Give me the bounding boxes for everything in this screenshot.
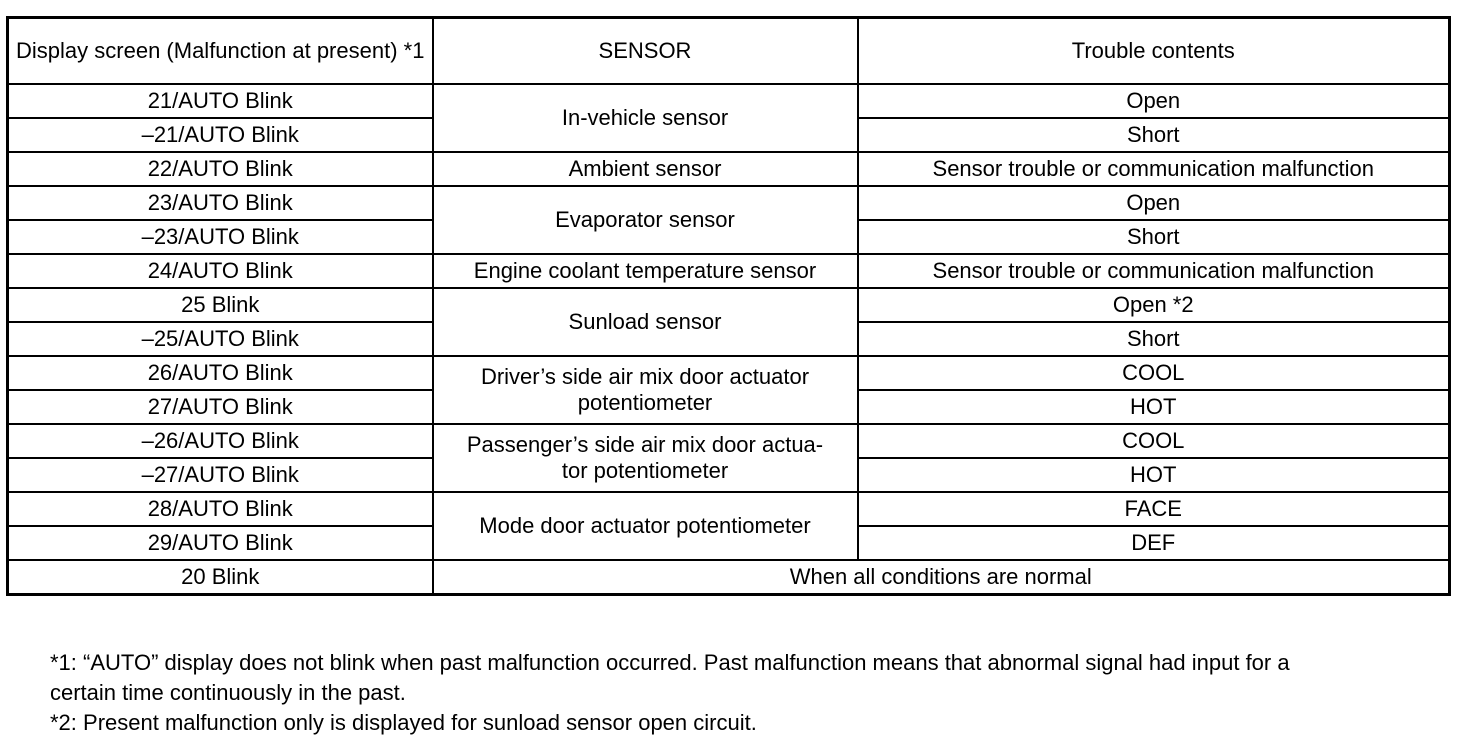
display-cell: 27/AUTO Blink [8,390,433,424]
diagnosis-table [6,16,1451,596]
sensor-cell: Evaporator sensor [433,186,858,254]
table-row [8,492,1450,526]
display-cell: –21/AUTO Blink [8,118,433,152]
table-row [8,424,1450,458]
sensor-cell: Engine coolant temperature sensor [433,254,858,288]
footnote-1-line-1: *1: “AUTO” display does not blink when past malfunction occurred. Past malfunction means that abnormal signal had input for a [50,650,1290,675]
trouble-cell: HOT [858,458,1450,492]
trouble-cell: FACE [858,492,1450,526]
trouble-cell: Sensor trouble or communication malfunction [858,152,1450,186]
display-cell: 28/AUTO Blink [8,492,433,526]
trouble-cell: Open *2 [858,288,1450,322]
header-trouble-contents: Trouble contents [858,18,1450,85]
sensor-line: Passenger’s side air mix door actua- [466,432,824,457]
display-cell: 29/AUTO Blink [8,526,433,560]
trouble-cell: Open [858,186,1450,220]
display-cell: 22/AUTO Blink [8,152,433,186]
trouble-cell: Open [858,84,1450,118]
display-cell: –27/AUTO Blink [8,458,433,492]
display-cell: 24/AUTO Blink [8,254,433,288]
sensor-cell: Ambient sensor [433,152,858,186]
trouble-cell-merged: When all conditions are normal [433,560,1450,595]
trouble-cell: DEF [858,526,1450,560]
table-row [8,152,1450,186]
table-row [8,356,1450,390]
trouble-cell: COOL [858,424,1450,458]
sensor-cell: Sunload sensor [433,288,858,356]
display-cell: 23/AUTO Blink [8,186,433,220]
footnote-1-line-2: certain time continuously in the past. [50,680,406,705]
sensor-line: Driver’s side air mix door actuator [480,364,810,389]
display-cell: –26/AUTO Blink [8,424,433,458]
display-cell: 26/AUTO Blink [8,356,433,390]
table-row [8,288,1450,322]
sensor-cell [433,424,858,492]
display-cell: –23/AUTO Blink [8,220,433,254]
table-row [8,186,1450,220]
trouble-cell: Short [858,118,1450,152]
trouble-cell: Sensor trouble or communication malfunction [858,254,1450,288]
header-display-screen: Display screen (Malfunction at present) *1 [8,18,433,85]
sensor-cell: In-vehicle sensor [433,84,858,152]
display-cell: –25/AUTO Blink [8,322,433,356]
table-row [8,254,1450,288]
trouble-cell: HOT [858,390,1450,424]
sensor-cell [433,356,858,424]
footnote-2: *2: Present malfunction only is displayed for sunload sensor open circuit. [50,710,757,735]
display-cell: 25 Blink [8,288,433,322]
header-sensor: SENSOR [433,18,858,85]
sensor-line: potentiometer [577,390,713,415]
sensor-cell: Mode door actuator potentiometer [433,492,858,560]
sensor-line: tor potentiometer [561,458,729,483]
display-cell: 21/AUTO Blink [8,84,433,118]
trouble-cell: Short [858,220,1450,254]
table-row [8,84,1450,118]
table-row [8,560,1450,595]
trouble-cell: Short [858,322,1450,356]
table-header-row [8,18,1450,85]
footnotes [50,648,1460,738]
display-cell: 20 Blink [8,560,433,595]
trouble-cell: COOL [858,356,1450,390]
